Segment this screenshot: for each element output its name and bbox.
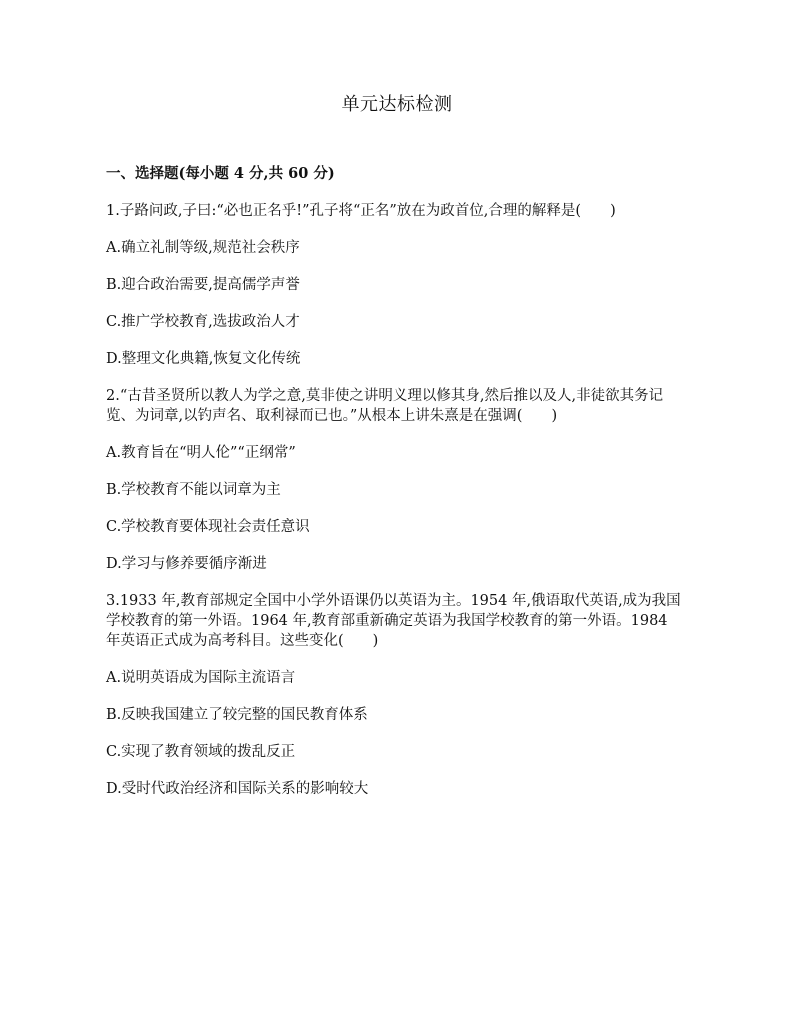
option-d: D.整理文化典籍,恢复文化传统: [106, 351, 301, 367]
answer-paren-close: ): [372, 633, 379, 649]
page-title: 单元达标检测: [341, 94, 453, 115]
option-b: B.迎合政治需要,提高儒学声誉: [106, 277, 300, 293]
answer-blank: [522, 408, 551, 424]
option-list: [106, 443, 686, 574]
question-3: [106, 591, 686, 799]
answer-paren-close: ): [551, 408, 558, 424]
option-list: [106, 238, 686, 369]
option-b: B.学校教育不能以词章为主: [106, 482, 281, 498]
answer-blank: [581, 203, 610, 219]
option-d: D.学习与修养要循序渐进: [106, 556, 267, 572]
question-stem-text: 1.子路问政,子曰:“必也正名乎!”孔子将“正名”放在为政首位,合理的解释是(: [106, 203, 582, 219]
option-a: A.说明英语成为国际主流语言: [106, 670, 296, 686]
answer-blank: [344, 633, 373, 649]
option-a: A.确立礼制等级,规范社会秩序: [106, 240, 300, 256]
option-list: [106, 668, 686, 799]
section-header: 一、选择题(每小题 4 分,共 60 分): [106, 165, 335, 182]
question-stem: [106, 201, 686, 221]
question-1: [106, 201, 686, 369]
question-2: [106, 386, 686, 574]
question-stem-text: 3.1933 年,教育部规定全国中小学外语课仍以英语为主。1954 年,俄语取代英语,成为我国学校教育的第一外语。1964 年,教育部重新确定英语为我国学校教育的第一外语。1984 年英语正式成为高考科目。这些变化(: [106, 593, 681, 649]
option-c: C.推广学校教育,选拔政治人才: [106, 314, 300, 330]
option-c: C.实现了教育领域的拨乱反正: [106, 744, 296, 760]
question-stem-text: 2.“古昔圣贤所以教人为学之意,莫非使之讲明义理以修其身,然后推以及人,非徒欲其务记览、为词章,以钓声名、取利禄而已也。”从根本上讲朱熹是在强调(: [106, 388, 664, 424]
answer-paren-close: ): [610, 203, 616, 219]
option-c: C.学校教育要体现社会责任意识: [106, 519, 310, 535]
option-a: A.教育旨在“明人伦”“正纲常”: [106, 445, 296, 461]
question-stem: [106, 591, 686, 651]
option-d: D.受时代政治经济和国际关系的影响较大: [106, 781, 369, 797]
question-stem: [106, 386, 686, 426]
option-b: B.反映我国建立了较完整的国民教育体系: [106, 707, 368, 723]
document-content: [106, 164, 686, 816]
